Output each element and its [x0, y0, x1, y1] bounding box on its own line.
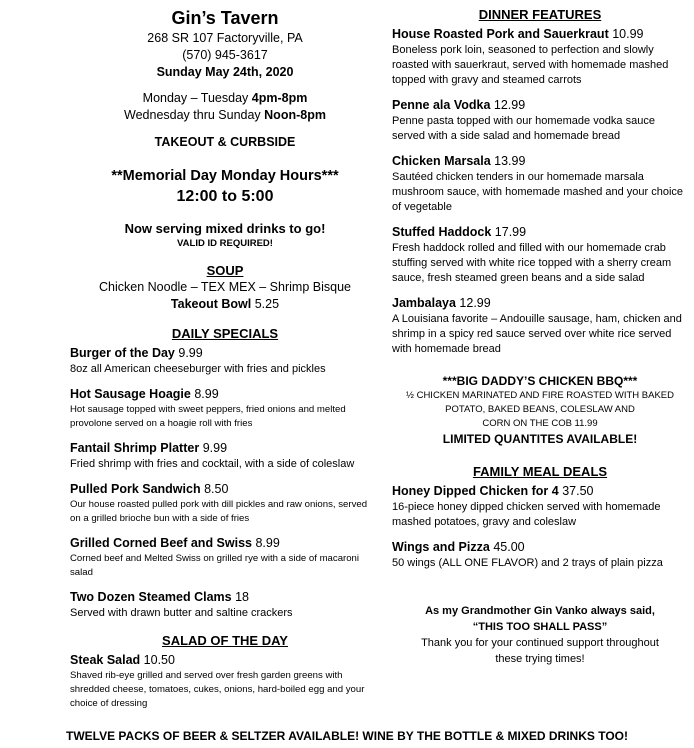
- special-item-price: 8.50: [204, 482, 229, 496]
- hours-line-2: [70, 107, 380, 124]
- dinner-item-price: 12.99: [459, 296, 491, 310]
- dinner-heading: DINNER FEATURES: [478, 7, 602, 22]
- special-item-title: [70, 386, 380, 403]
- bbq-line-3: CORN ON THE COB 11.99: [482, 418, 598, 429]
- special-item-price: 8.99: [194, 387, 219, 401]
- quote-line-1: As my Grandmother Gin Vanko always said,: [425, 605, 655, 617]
- quote-line-4: these trying times!: [495, 653, 585, 665]
- dinner-list: [392, 26, 688, 357]
- family-heading: FAMILY MEAL DEALS: [472, 464, 608, 479]
- special-item-name: Two Dozen Steamed Clams: [70, 590, 232, 604]
- special-item-desc: Our house roasted pulled pork with dill pickles and raw onions, served on a grilled brioche bun with a side of fries: [70, 499, 368, 524]
- dinner-item-desc: Penne pasta topped with our homemade vodka sauce served with a side salad and homemade bread: [392, 115, 655, 142]
- soup-heading: SOUP: [206, 263, 244, 278]
- quote-line-3: Thank you for your continued support throughout: [421, 637, 659, 649]
- restaurant-name: Gin’s Tavern: [171, 8, 279, 28]
- special-item-title: [70, 440, 380, 457]
- dinner-item-desc: A Louisiana favorite – Andouille sausage, ham, chicken and shrimp in a spicy red sauce served over white rice served with homemade bread: [392, 313, 682, 355]
- special-item-price: 8.99: [255, 536, 280, 550]
- daily-specials-list: [70, 345, 380, 621]
- footer-banner: TWELVE PACKS OF BEER & SELTZER AVAILABLE! WINE BY THE BOTTLE & MIXED DRINKS TOO!: [65, 729, 628, 743]
- family-item-name: Wings and Pizza: [392, 540, 490, 554]
- dinner-item-name: Stuffed Haddock: [392, 225, 492, 239]
- salad-price: 10.50: [143, 653, 175, 667]
- special-item-title: [70, 345, 380, 362]
- left-column: [70, 0, 380, 711]
- dinner-item-title: [392, 224, 688, 241]
- special-item-title: [70, 535, 380, 552]
- special-item-desc: 8oz all American cheeseburger with fries and pickles: [70, 363, 326, 375]
- special-item-title: [70, 589, 380, 606]
- hours-days-2: Wednesday thru Sunday: [124, 108, 265, 122]
- dinner-item-title: [392, 26, 688, 43]
- dinner-item-price: 17.99: [494, 225, 527, 239]
- hours-days-1: Monday – Tuesday: [142, 91, 252, 105]
- family-item-name: Honey Dipped Chicken for 4: [392, 484, 559, 498]
- bbq-note: LIMITED QUANTITES AVAILABLE!: [442, 432, 638, 446]
- dinner-item-name: House Roasted Pork and Sauerkraut: [392, 27, 609, 41]
- service-type: TAKEOUT & CURBSIDE: [154, 135, 296, 149]
- hours-line-1: [70, 90, 380, 107]
- dinner-item-desc: Fresh haddock rolled and filled with our homemade crab stuffing served with white rice topped with a sherry cream sauce, fresh steamed green beans and a side salad: [392, 242, 672, 284]
- family-item-desc: 50 wings (ALL ONE FLAVOR) and 2 trays of plain pizza: [392, 557, 663, 569]
- family-item-title: [392, 483, 688, 500]
- family-item-price: 45.00: [493, 540, 525, 554]
- salad-name: Steak Salad: [70, 653, 141, 667]
- special-item-title: [70, 481, 380, 498]
- drinks-note: VALID ID REQUIRED!: [177, 238, 273, 249]
- dinner-item-price: 12.99: [493, 98, 526, 112]
- special-item-name: Grilled Corned Beef and Swiss: [70, 536, 252, 550]
- special-item-price: 18: [235, 590, 249, 604]
- dinner-item-desc: Sautéed chicken tenders in our homemade marsala mushroom sauce, with homemade mashed and your choice of vegetable: [392, 171, 684, 213]
- special-item-name: Burger of the Day: [70, 346, 175, 360]
- special-item-desc: Served with drawn butter and saltine crackers: [70, 607, 293, 619]
- bbq-line-2: POTATO, BAKED BEANS, COLESLAW AND: [445, 404, 635, 415]
- family-item-price: 37.50: [562, 484, 594, 498]
- hours-time-2: Noon-8pm: [264, 108, 326, 122]
- special-item-desc: Hot sausage topped with sweet peppers, fried onions and melted provolone served on a hoagie roll with fries: [70, 404, 346, 429]
- dinner-item-price: 13.99: [494, 154, 526, 168]
- dinner-item-desc: Boneless pork loin, seasoned to perfection and slowly roasted with sauerkraut, served with homemade mashed topped with gravy and steamed carrots: [392, 44, 669, 86]
- hours-time-1: 4pm-8pm: [251, 91, 308, 105]
- address: 268 SR 107 Factoryville, PA: [147, 31, 303, 45]
- takeout-bowl: [70, 296, 380, 313]
- special-item-desc: Corned beef and Melted Swiss on grilled rye with a side of macaroni salad: [70, 553, 360, 578]
- dinner-item-name: Jambalaya: [392, 296, 456, 310]
- dinner-item-name: Chicken Marsala: [392, 154, 491, 168]
- soup-list: Chicken Noodle – TEX MEX – Shrimp Bisque: [99, 280, 351, 294]
- special-item-price: 9.99: [178, 346, 203, 360]
- drinks-line: Now serving mixed drinks to go!: [124, 221, 326, 236]
- memorial-hours: 12:00 to 5:00: [176, 188, 274, 205]
- dinner-item-name: Penne ala Vodka: [392, 98, 491, 112]
- takeout-bowl-price: 5.25: [254, 297, 280, 311]
- special-item-price: 9.99: [202, 441, 228, 455]
- dinner-item-title: [392, 97, 688, 114]
- bbq-line-1: ½ CHICKEN MARINATED AND FIRE ROASTED WITH BAKED: [406, 390, 674, 401]
- family-item-title: [392, 539, 688, 556]
- special-item-name: Hot Sausage Hoagie: [70, 387, 191, 401]
- takeout-bowl-name: Takeout Bowl: [170, 297, 252, 311]
- salad-desc: Shaved rib-eye grilled and served over fresh garden greens with shredded cheese, tomatoes, cukes, onions, hard-boiled egg and your choice of dressing: [70, 670, 365, 709]
- special-item-name: Fantail Shrimp Platter: [70, 441, 200, 455]
- salad-item-title: [70, 652, 380, 669]
- dinner-item-price: 10.99: [612, 27, 644, 41]
- menu-date: Sunday May 24th, 2020: [156, 65, 294, 79]
- family-item-desc: 16-piece honey dipped chicken served with homemade mashed potatoes, gravy and coleslaw: [392, 501, 661, 528]
- special-item-desc: Fried shrimp with fries and cocktail, with a side of coleslaw: [70, 458, 355, 470]
- bbq-title: ***BIG DADDY’S CHICKEN BBQ***: [442, 374, 638, 388]
- dinner-item-title: [392, 153, 688, 170]
- memorial-title: **Memorial Day Monday Hours***: [111, 168, 339, 184]
- special-item-name: Pulled Pork Sandwich: [70, 482, 201, 496]
- family-list: [392, 483, 688, 571]
- daily-specials-heading: DAILY SPECIALS: [171, 326, 279, 341]
- salad-heading: SALAD OF THE DAY: [162, 633, 288, 648]
- dinner-item-title: [392, 295, 688, 312]
- phone: (570) 945-3617: [182, 48, 268, 62]
- quote-line-2: “THIS TOO SHALL PASS”: [472, 621, 608, 633]
- right-column: [392, 0, 688, 667]
